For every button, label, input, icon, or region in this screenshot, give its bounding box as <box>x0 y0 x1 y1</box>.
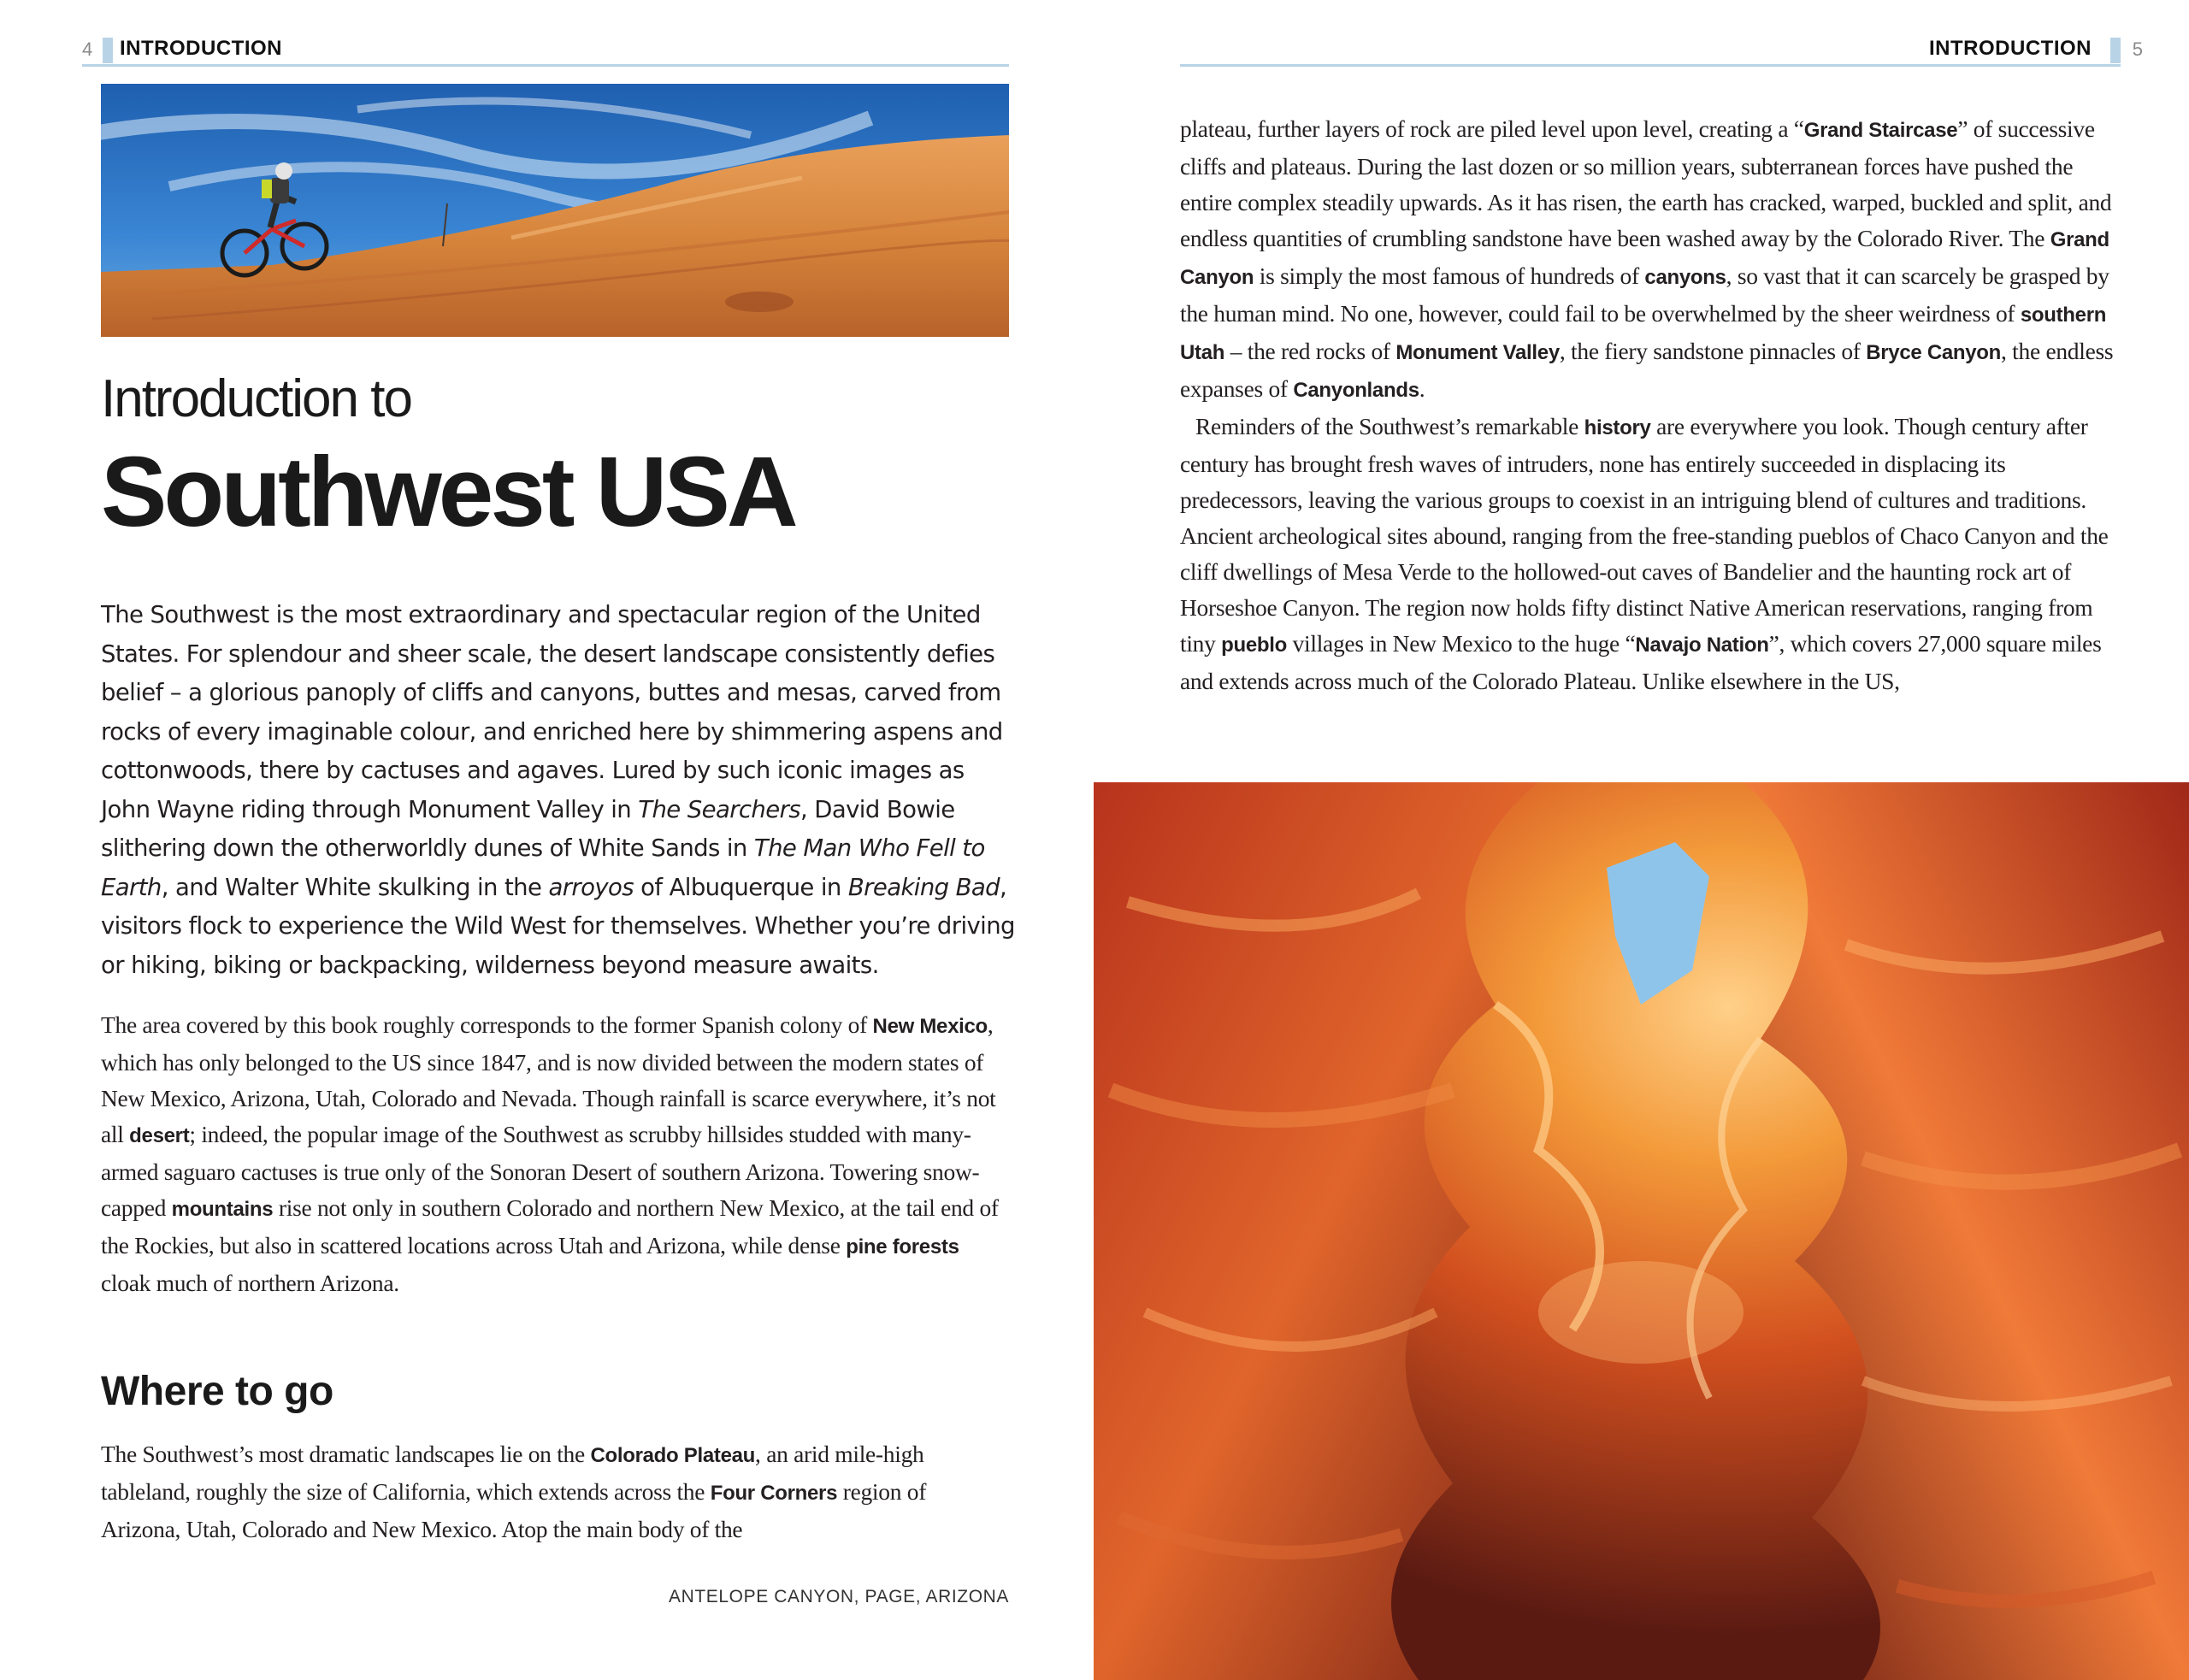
photo-caption: ANTELOPE CANYON, PAGE, ARIZONA <box>668 1587 1009 1606</box>
text-run: , visitors flock to experience the Wild West for themselves. Whether you’re driving or hiking, biking or backpacking, wilderness beyond measure awaits. <box>101 873 1015 979</box>
bold-keyword: Four Corners <box>710 1482 838 1505</box>
bold-keyword: southern Utah <box>1180 304 2107 364</box>
bold-keyword: Bryce Canyon <box>1866 341 2002 364</box>
text-run: ”, which covers 27,000 square miles and extends across much of the Colorado Plateau. Unlike elsewhere in the US, <box>1180 630 2102 694</box>
text-run: , the endless expanses of <box>1180 338 2114 402</box>
header-rule <box>1180 64 2121 67</box>
antelope-canyon-photo <box>1094 782 2189 1680</box>
body-paragraph <box>101 1007 1009 1301</box>
text-run: – the red rocks of <box>1224 338 1396 364</box>
text-run: The area covered by this book roughly corresponds to the former Spanish colony of <box>101 1011 873 1038</box>
header-rule <box>82 64 1009 67</box>
text-run: , the fiery sandstone pinnacles of <box>1559 338 1867 364</box>
bold-keyword: pueblo <box>1221 634 1288 657</box>
text-run: villages in New Mexico to the huge “ <box>1287 630 1636 657</box>
left-page <box>0 0 1094 1680</box>
bold-keyword: Colorado Plateau <box>590 1444 756 1467</box>
italic-title: arroyos <box>548 873 634 901</box>
bold-keyword: Canyonlands <box>1293 379 1419 402</box>
bold-keyword: Monument Valley <box>1395 341 1560 364</box>
bold-keyword: canyons <box>1644 266 1726 289</box>
bold-keyword: New Mexico <box>872 1015 988 1038</box>
left-page-number: 4 <box>82 38 93 60</box>
text-run: rise not only in southern Colorado and northern New Mexico, at the tail end of the Rockies, but also in scattered locations across Utah and Arizona, while dense <box>101 1194 999 1259</box>
lead-paragraph <box>101 596 1016 985</box>
text-run: region of Arizona, Utah, Colorado and New Mexico. Atop the main body of the <box>101 1478 927 1542</box>
text-run: , which has only belonged to the US since 1847, and is now divided between the modern states of New Mexico, Arizona, Utah, Colorado and Nevada. Though rainfall is scarce everywhere, it’s not all <box>101 1011 996 1147</box>
bold-keyword: pine forests <box>846 1235 959 1259</box>
text-run: ; indeed, the popular image of the Southwest as scrubby hillsides studded with many-armed saguaro cactuses is true only of the Sonoran Desert of southern Arizona. Towering snow-capped <box>101 1121 980 1221</box>
text-run: are everywhere you look. Though century after century has brought fresh waves of intruders, none has entirely succeeded in displacing its predecessors, leaving the various groups to coexist in an intriguing blend of cultures and traditions. Ancient archeological sites abound, ranging from the free-standing pueblos of Chaco Canyon and the cliff dwellings of Mesa Verde to the hollowed-out caves of Bandelier and the haunting rock art of Horseshoe Canyon. The region now holds fifty distinct Native American reservations, ranging from tiny <box>1180 413 2109 657</box>
right-running-header <box>1180 34 2143 67</box>
bold-keyword: desert <box>129 1124 190 1147</box>
italic-title: The Man Who Fell to Earth <box>101 834 985 901</box>
body-paragraph <box>1180 111 2121 409</box>
bold-keyword: mountains <box>171 1198 274 1221</box>
text-run: is simply the most famous of hundreds of <box>1254 262 1645 289</box>
italic-title: Breaking Bad <box>847 873 1000 901</box>
bold-keyword: Grand Canyon <box>1180 228 2109 289</box>
left-running-header <box>82 34 1009 67</box>
section-heading-where-to-go: Where to go <box>101 1369 333 1414</box>
bold-keyword: Grand Staircase <box>1803 119 1958 142</box>
title-intro-line: Introduction to <box>101 369 411 428</box>
left-header-label: INTRODUCTION <box>120 37 282 60</box>
text-run: The Southwest’s most dramatic landscapes lie on the <box>101 1441 591 1467</box>
text-run: , an arid mile-high tableland, roughly the size of California, which extends across the <box>101 1441 924 1505</box>
text-run: of Albuquerque in <box>633 873 848 901</box>
bold-keyword: history <box>1584 416 1651 439</box>
text-run: , David Bowie slithering down the otherworldly dunes of White Sands in <box>101 795 955 862</box>
page-title: Southwest USA <box>101 436 795 547</box>
right-page-number: 5 <box>2132 38 2143 60</box>
italic-title: The Searchers <box>638 795 801 823</box>
text-run: plateau, further layers of rock are piled level upon level, creating a “ <box>1180 115 1804 142</box>
text-run: The Southwest is the most extraordinary and spectacular region of the United States. For splendour and sheer scale, the desert landscape consistently defies belief – a glorious panoply of cliffs and canyons, buttes and mesas, carved from rocks of every imaginable colour, and enriched here by shimmering aspens and cottonwoods, there by cactuses and agaves. Lured by such iconic images as John Wayne riding through Monument Valley in <box>101 601 1003 823</box>
right-column-text <box>1180 111 2121 699</box>
right-header-label: INTRODUCTION <box>1929 37 2092 60</box>
text-run: , so vast that it can scarcely be grasped by the human mind. No one, however, could fail to be overwhelmed by the sheer weirdness of <box>1180 262 2109 327</box>
text-run: Reminders of the Southwest’s remarkable <box>1195 413 1584 439</box>
text-run: ” of successive cliffs and plateaus. During the last dozen or so million years, subterranean forces have pushed the entire complex steadily upwards. As it has risen, the earth has cracked, warped, buckled and split, and endless quantities of crumbling sandstone have been washed away by the Colorado River. The <box>1180 115 2112 251</box>
mountain-biker-photo <box>101 84 1009 337</box>
bold-keyword: Navajo Nation <box>1635 634 1769 657</box>
text-run: cloak much of northern Arizona. <box>101 1270 399 1296</box>
header-tab-marker <box>103 38 113 63</box>
body-paragraph <box>101 1436 1009 1547</box>
body-paragraph <box>1180 409 2121 699</box>
text-run: . <box>1419 375 1425 402</box>
header-tab-marker <box>2110 38 2121 63</box>
text-run: , and Walter White skulking in the <box>161 873 549 901</box>
